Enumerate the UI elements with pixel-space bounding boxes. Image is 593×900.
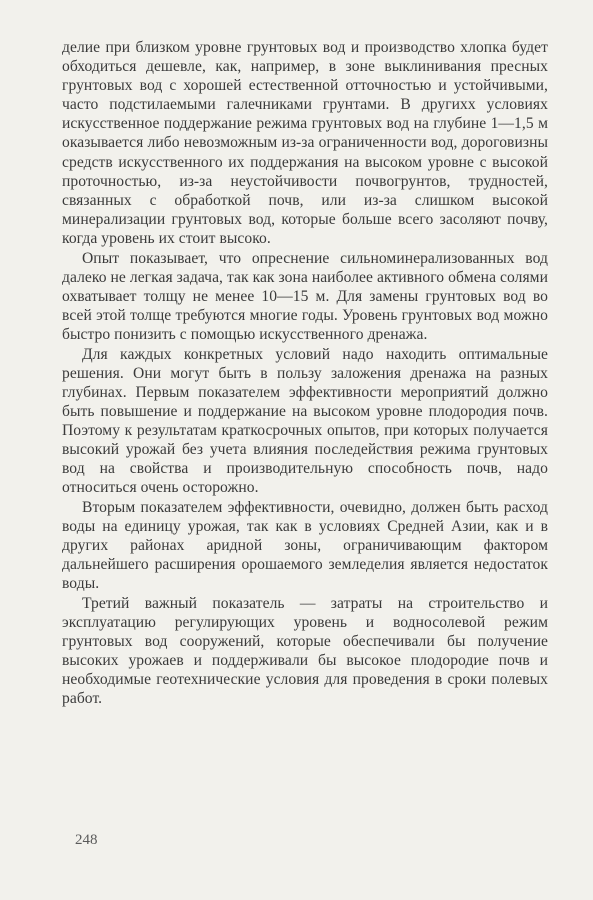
paragraph-5: Третий важный показатель — затраты на строительство и эксплуатацию регулирующих уровень и водносолевой режим грунтовых вод сооружений, которые обеспечивали бы получение высоких урожаев и поддерживали бы высокое плодородие почв и необходимые геотехнические условия для проведения в сроки полевых работ. [62,594,548,708]
document-page [62,38,548,708]
paragraph-2: Опыт показывает, что опреснение сильноминерализованных вод далеко не легкая задача, так как зона наиболее активного обмена солями охватывает толщу не менее 10—15 м. Для замены грунтовых вод во всей этой толще требуются многие годы. Уровень грунтовых вод можно быстро понизить с помощью искусственного дренажа. [62,249,548,343]
paragraph-1: делие при близком уровне грунтовых вод и производство хлопка будет обходиться дешевле, как, например, в зоне выклинивания пресных грунтовых вод с хорошей естественной отточностью и устойчивыми, часто подстилаемыми галечниками грунтами. В другихх условиях искусственное поддержание режима грунтовых вод на глубине 1—1,5 м оказывается либо невозможным из-за ограниченности вод, дороговизны средств искусственного их поддержания на высоком уровне с высокой проточностью, из-за неустойчивости почвогрунтов, трудностей, связанных с обработкой почв, или из-за слишком высокой минерализации грунтовых вод, которые больше всего засоляют почву, когда уровень их стоит высоко. [62,39,548,247]
page-number: 248 [75,832,98,848]
paragraph-3: Для каждых конкретных условий надо находить оптимальные решения. Они могут быть в пользу заложения дренажа на разных глубинах. Первым показателем эффективности мероприятий должно быть повышение и поддержание на высоком уровне плодородия почв. Поэтому к результатам краткосрочных опытов, при которых получается высокий урожай без учета влияния последействия режима грунтовых вод на свойства и производительную способность почв, надо относиться очень осторожно. [62,345,548,497]
paragraph-4: Вторым показателем эффективности, очевидно, должен быть расход воды на единицу урожая, так как в условиях Средней Азии, как и в других районах аридной зоны, ограничивающим фактором дальнейшего расширения орошаемого земледелия является недостаток воды. [62,498,548,593]
